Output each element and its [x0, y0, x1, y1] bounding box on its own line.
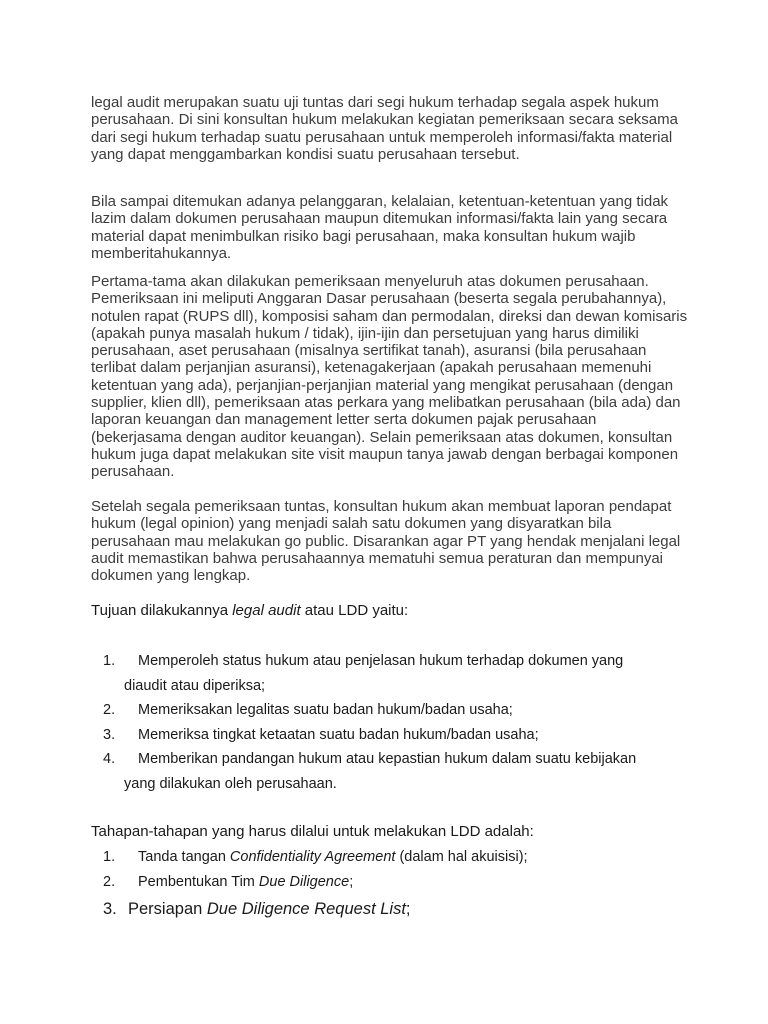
list-item-continuation: yang dilakukan oleh perusahaan.: [124, 775, 337, 792]
paragraph-violations: Bila sampai ditemukan adanya pelanggaran, kelalaian, ketentuan-ketentuan yang tidak lazim dalam dokumen perusahaan maupun ditemukan informasi/fakta lain yang secara material dapat menimbulkan risiko bagi perusahaan, maka konsultan hukum wajib memberitahukannya.: [91, 193, 669, 262]
stage-text-before: Tanda tangan: [138, 849, 230, 865]
purpose-intro: [91, 602, 408, 619]
list-item-text: Memeriksakan legalitas suatu badan hukum/badan usaha;: [138, 702, 513, 718]
stage-text-after: ;: [349, 874, 354, 890]
list-item: [91, 845, 678, 870]
list-number: 4.: [103, 751, 116, 767]
paragraph-legal-opinion: Setelah segala pemeriksaan tuntas, konsultan hukum akan membuat laporan pendapat hukum (legal opinion) yang menjadi salah satu dokumen yang disyaratkan bila perusahaan mau melakukan go public. Disarankan agar PT yang hendak menjalani legal audit memastikan bahwa perusahaannya mematuhi semua peraturan dan mempunyai dokumen yang lengkap.: [91, 498, 681, 585]
list-number: 2.: [103, 874, 116, 890]
stage-text-before: Persiapan: [128, 900, 207, 918]
paragraph-legal-audit-definition: legal audit merupakan suatu uji tuntas dari segi hukum terhadap segala aspek hukum perusahaan. Di sini konsultan hukum melakukan kegiatan pemeriksaan secara seksama dari segi hukum terhadap suatu perusahaan untuk memperoleh informasi/fakta material yang dapat menggambarkan kondisi suatu perusahaan tersebut.: [91, 94, 678, 163]
purpose-intro-after: atau LDD yaitu:: [300, 602, 409, 619]
list-item-continuation: diaudit atau diperiksa;: [124, 677, 266, 694]
stage-text-italic: Confidentiality Agreement: [229, 849, 396, 865]
list-number: 3.: [103, 726, 116, 743]
list-number: 2.: [103, 702, 116, 718]
stage-text-before: Pembentukan Tim: [138, 874, 259, 890]
purpose-intro-before: Tujuan dilakukannya: [91, 602, 233, 619]
purpose-list: [91, 649, 678, 796]
list-item-text: Memeriksa tingkat ketaatan suatu badan hukum/badan usaha;: [138, 726, 539, 743]
list-item: [91, 649, 678, 698]
list-item: [91, 723, 678, 748]
list-number: 1.: [103, 653, 116, 669]
list-number: 3.: [103, 900, 117, 918]
list-item-text: Memberikan pandangan hukum atau kepastian hukum dalam suatu kebijakan: [138, 751, 637, 767]
stage-text-italic: Due Diligence: [258, 874, 350, 890]
list-item-text: Memperoleh status hukum atau penjelasan hukum terhadap dokumen yang: [138, 653, 624, 669]
stage-text-after: (dalam hal akuisisi);: [395, 849, 528, 865]
list-item: [91, 747, 678, 796]
list-item: [91, 698, 678, 723]
list-item: [91, 870, 678, 895]
paragraph-document-examination: Pertama-tama akan dilakukan pemeriksaan menyeluruh atas dokumen perusahaan. Pemeriksaan ini meliputi Anggaran Dasar perusahaan (beserta segala perubahannya), notulen rapat (RUPS dll), komposisi saham dan permodalan, direksi dan dewan komisaris (apakah punya masalah hukum / tidak), ijin-ijin dan persetujuan yang harus dimiliki perusahaan, aset perusahaan (misalnya sertifikat tanah), asuransi (bila perusahaan terlibat dalam perjanjian asuransi), ketenagakerjaan (apakah perusahaan memenuhi ketentuan yang ada), perjanjian-perjanjian material yang mengikat perusahaan (dengan supplier, klien dll), pemeriksaan atas perkara yang melibatkan perusahaan (bila ada) dan laporan keuangan dan management letter serta dokumen pajak perusahaan (bekerjasama dengan auditor keuangan). Selain pemeriksaan atas dokumen, konsultan hukum juga dapat melakukan site visit maupun tanya jawab dengan berbagai komponen perusahaan.: [91, 273, 688, 481]
stages-title: Tahapan-tahapan yang harus dilalui untuk melakukan LDD adalah:: [91, 823, 534, 840]
stage-text-italic: Due Diligence Request List: [206, 900, 406, 918]
stages-list: [91, 845, 678, 923]
list-item: [91, 895, 678, 923]
stage-text-after: ;: [405, 900, 411, 918]
purpose-intro-italic: legal audit: [232, 602, 301, 619]
list-number: 1.: [103, 849, 116, 865]
